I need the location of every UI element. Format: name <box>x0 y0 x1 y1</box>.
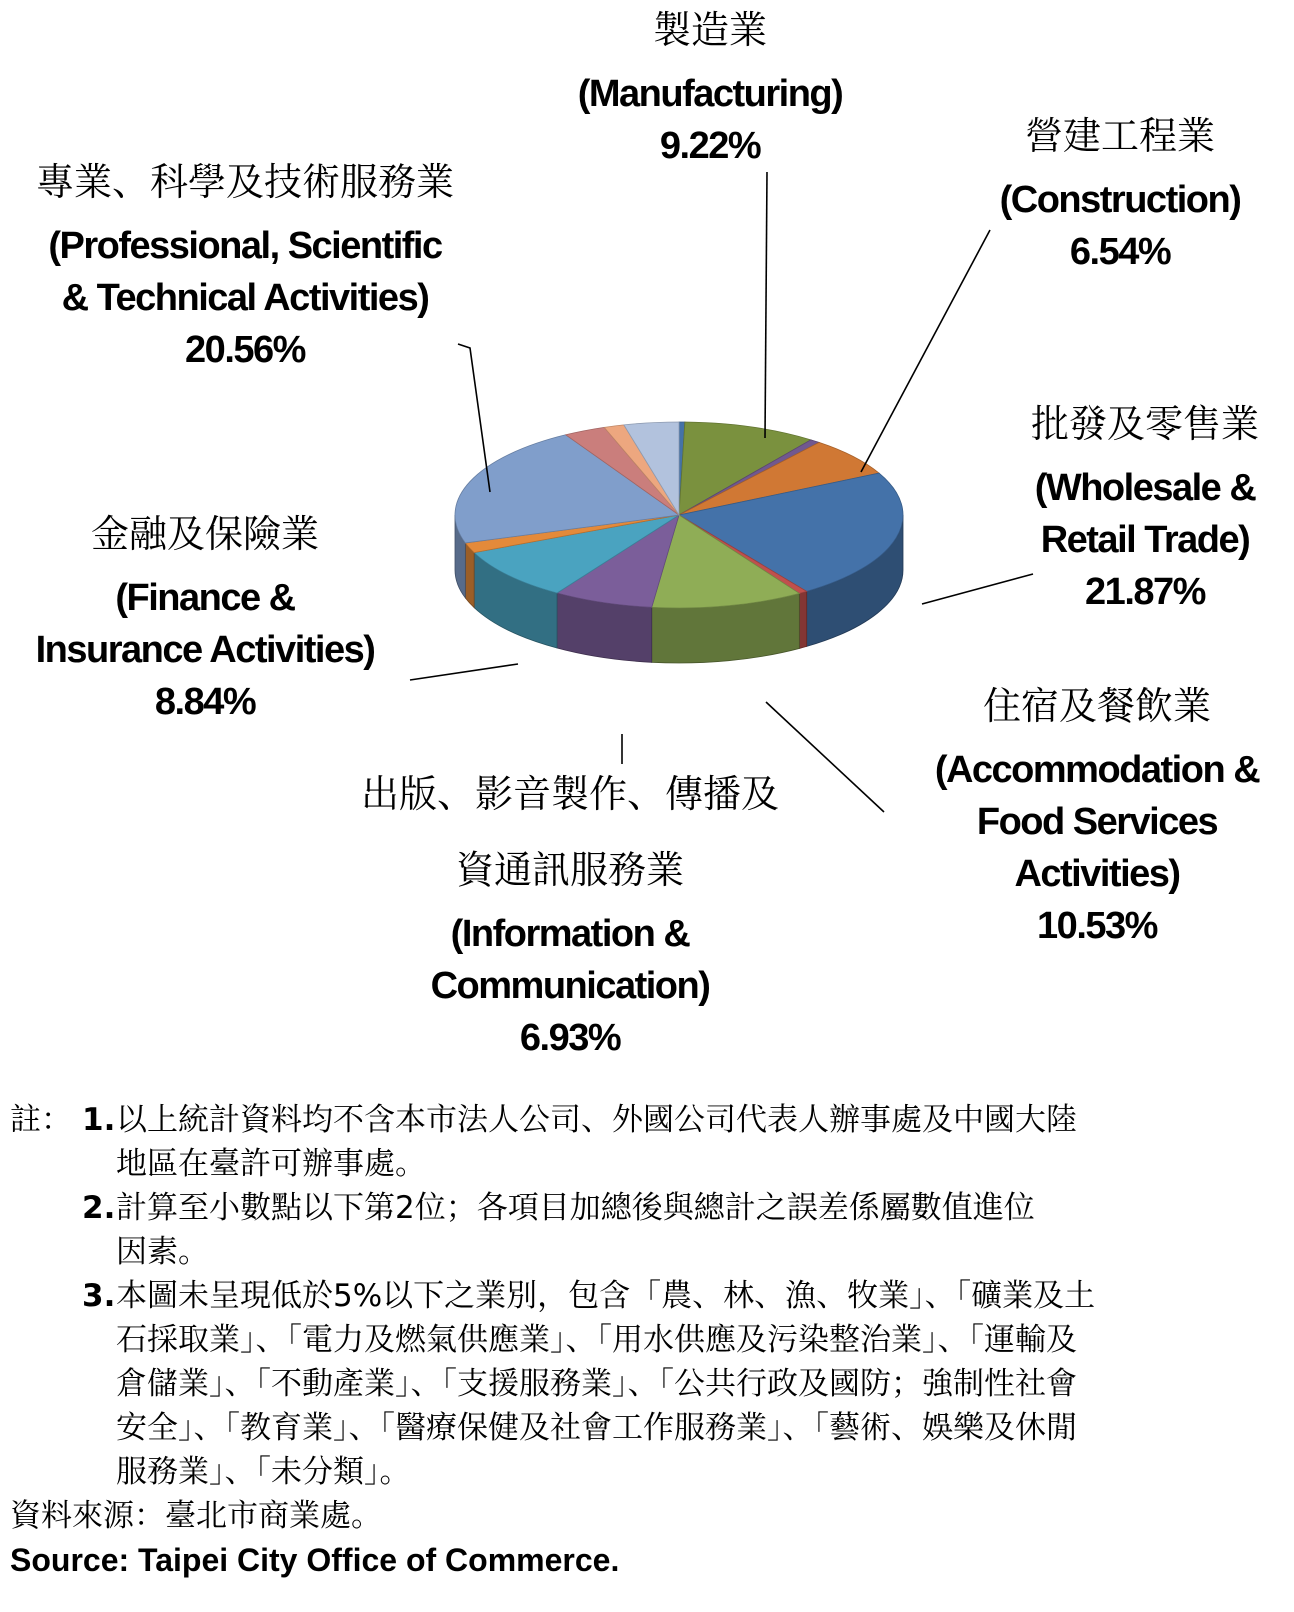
note-line: 本圖未呈現低於5%以下之業別，包含「農、林、漁、牧業」、「礦業及土 <box>116 1278 1096 1314</box>
label-en: Retail Trade) <box>1040 519 1250 561</box>
label-en: (Information & <box>450 913 690 955</box>
note-line: 以上統計資料均不含本市法人公司、外國公司代表人辦事處及中國大陸 <box>116 1102 1077 1138</box>
label-en: (Professional, Scientific <box>48 225 442 267</box>
note-line: 地區在臺許可辦事處。 <box>116 1146 426 1182</box>
source-zh: 資料來源：臺北市商業處。 <box>10 1498 382 1534</box>
label-manufacturing <box>520 4 900 172</box>
label-zh: 營建工程業 <box>1024 114 1215 158</box>
label-accommodation <box>900 680 1294 952</box>
note-line: 安全」、「教育業」、「醫療保健及社會工作服務業」、「藝術、娛樂及休閒 <box>116 1410 1077 1446</box>
pie-slice-side-9 <box>465 543 474 608</box>
label-zh: 住宿及餐飲業 <box>982 684 1211 728</box>
label-pct: 10.53% <box>1037 905 1157 947</box>
note-number: 2. <box>82 1190 116 1226</box>
label-en: & Technical Activities) <box>61 277 429 319</box>
note-3 <box>10 1274 1290 1494</box>
note-line: 倉儲業」、「不動產業」、「支援服務業」、「公共行政及國防；強制性社會 <box>116 1366 1077 1402</box>
note-1 <box>10 1098 1290 1186</box>
label-pct: 8.84% <box>154 681 256 723</box>
label-information <box>300 768 840 1064</box>
note-line: 因素。 <box>116 1234 209 1270</box>
source-en: Source: Taipei City Office of Commerce. <box>10 1542 620 1578</box>
label-finance <box>0 508 410 728</box>
label-construction <box>950 110 1290 278</box>
notes-section <box>10 1098 1290 1582</box>
label-professional <box>0 156 490 376</box>
pie-slice-side-5 <box>799 591 806 648</box>
note-prefix: 註： <box>10 1102 72 1138</box>
label-en: (Accommodation & <box>934 749 1260 791</box>
label-zh: 資通訊服務業 <box>455 848 684 892</box>
label-zh: 出版、影音製作、傳播及 <box>360 772 779 816</box>
note-text <box>116 1186 1290 1274</box>
label-en: (Finance & <box>115 577 295 619</box>
leader-finance <box>410 664 518 680</box>
label-en: Activities) <box>1014 853 1180 895</box>
label-zh: 製造業 <box>652 8 767 52</box>
note-line: 石採取業」、「電力及燃氣供應業」、「用水供應及污染整治業」、「運輸及 <box>116 1322 1077 1358</box>
label-pct: 20.56% <box>185 329 305 371</box>
label-en: (Wholesale & <box>1034 467 1256 509</box>
label-wholesale <box>1000 398 1290 618</box>
label-pct: 6.54% <box>1069 231 1171 273</box>
note-text <box>116 1098 1290 1186</box>
note-number: 1. <box>82 1102 116 1138</box>
note-number: 3. <box>82 1278 116 1314</box>
note-text <box>116 1274 1290 1494</box>
label-zh: 批發及零售業 <box>1030 402 1259 446</box>
label-zh: 專業、科學及技術服務業 <box>35 160 454 204</box>
leader-manufacturing <box>765 172 767 438</box>
label-en: (Construction) <box>999 179 1241 221</box>
label-pct: 6.93% <box>519 1017 621 1059</box>
label-pct: 9.22% <box>659 125 761 167</box>
note-line: 服務業」、「未分類」。 <box>116 1454 411 1490</box>
label-pct: 21.87% <box>1085 571 1205 613</box>
pie-top <box>455 422 903 608</box>
label-en: (Manufacturing) <box>577 73 843 115</box>
label-en: Food Services <box>976 801 1218 843</box>
label-en: Insurance Activities) <box>35 629 375 671</box>
label-en: Communication) <box>430 965 710 1007</box>
note-2 <box>10 1186 1290 1274</box>
label-zh: 金融及保險業 <box>90 512 319 556</box>
note-line: 計算至小數點以下第2位；各項目加總後與總計之誤差係屬數值進位 <box>116 1190 1035 1226</box>
